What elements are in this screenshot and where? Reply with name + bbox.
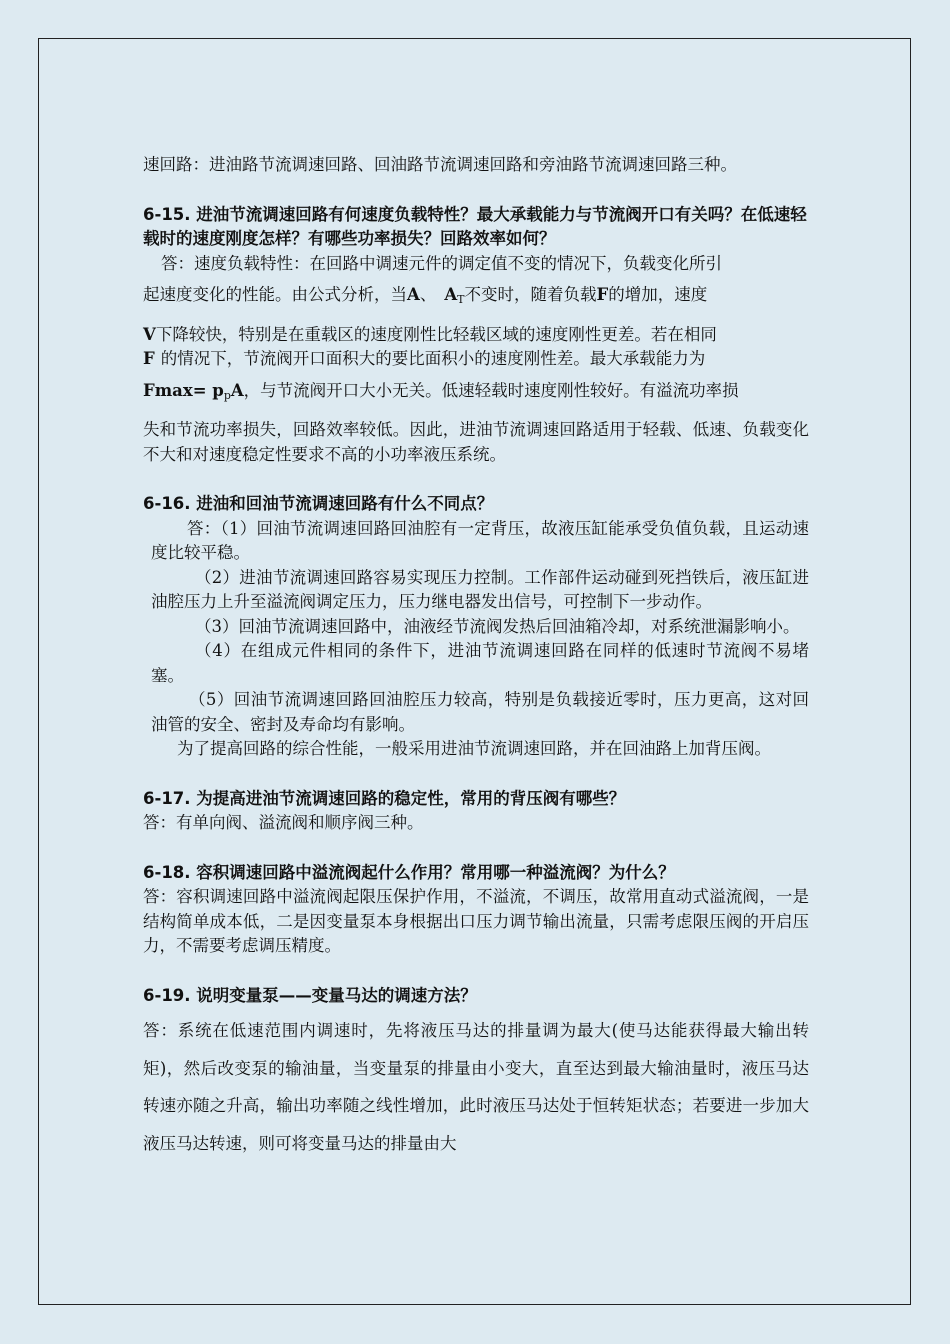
answer-6-16-item1: 答：（1）回油节流调速回路回油腔有一定背压，故液压缸能承受负值负载，且运动速度比较平稳。 bbox=[151, 518, 809, 562]
answer-6-16-item4: （4）在组成元件相同的条件下，进油节流调速回路在同样的低速时节流阀不易堵塞。 bbox=[151, 641, 809, 685]
answer-6-17: 答：有单向阀、溢流阀和顺序阀三种。 bbox=[143, 813, 424, 832]
question-6-15-title: 6-15. 进油节流调速回路有何速度负载特性？最大承载能力与节流阀开口有关吗？在低速轻载时的速度刚度怎样？有哪些功率损失？回路效率如何？ bbox=[143, 204, 807, 248]
answer-6-15-line5: $Fmax= p_pA$，与节流阀开口大小无关。低速轻载时速度刚性较好。有溢流功率损 bbox=[143, 380, 739, 402]
question-6-19-title: 6-19. 说明变量泵——变量马达的调速方法？ bbox=[143, 985, 477, 1005]
answer-6-16-item2: （2）进油节流调速回路容易实现压力控制。工作部件运动碰到死挡铁后，液压缸进油腔压力上升至溢流阀调定压力，压力继电器发出信号，可控制下一步动作。 bbox=[151, 567, 809, 611]
answer-6-15-line3: V下降较快，特别是在重载区的速度刚性比轻载区域的速度刚性更差。若在相同 bbox=[143, 324, 717, 344]
answer-6-16-item5: （5）回油节流调速回路回油腔压力较高，特别是负载接近零时，压力更高，这对回油管的安全、密封及寿命均有影响。 bbox=[151, 690, 809, 734]
question-6-17-title: 6-17. 为提高进油节流调速回路的稳定性，常用的背压阀有哪些？ bbox=[143, 788, 626, 808]
answer-6-18: 答：容积调速回路中溢流阀起限压保护作用，不溢流，不调压，故常用直动式溢流阀，一是结构简单成本低，二是因变量泵本身根据出口压力调节输出流量，只需考虑限压阀的开启压力，不需要考虑调压精度。 bbox=[143, 887, 809, 955]
answer-6-19: 答：系统在低速范围内调速时，先将液压马达的排量调为最大(使马达能获得最大输出转矩)，然后改变泵的输油量，当变量泵的排量由小变大，直至达到最大输油量时，液压马达转速亦随之升高，输出功率随之线性增加，此时液压马达处于恒转矩状态；若要进一步加大液压马达转速，则可将变量马达的排量由大 bbox=[143, 1021, 809, 1153]
answer-6-16-item3: （3）回油节流调速回路中，油液经节流阀发热后回油箱冷却，对系统泄漏影响小。 bbox=[195, 616, 800, 636]
question-6-18-title: 6-18. 容积调速回路中溢流阀起什么作用？常用哪一种溢流阀？为什么？ bbox=[143, 862, 675, 882]
answer-6-15-line6: 失和节流功率损失，回路效率较低。因此，进油节流调速回路适用于轻载、低速、负载变化不大和对速度稳定性要求不高的小功率液压系统。 bbox=[143, 420, 809, 464]
answer-6-16-summary: 为了提高回路的综合性能，一般采用进油节流调速回路，并在回油路上加背压阀。 bbox=[177, 739, 771, 758]
answer-6-15-line4: F 的情况下，节流阀开口面积大的要比面积小的速度刚性差。最大承载能力为 bbox=[143, 349, 706, 368]
document-body bbox=[143, 151, 809, 1162]
paragraph-intro: 速回路：进油路节流调速回路、回油路节流调速回路和旁油路节流调速回路三种。 bbox=[143, 155, 737, 174]
answer-6-15-line2: 起速度变化的性能。由公式分析，当A、 $A_T$不变时，随着负载F的增加，速度 bbox=[143, 285, 708, 306]
answer-6-15-line1: 答：速度负载特性：在回路中调速元件的调定值不变的情况下，负载变化所引 bbox=[161, 253, 722, 273]
question-6-16-title: 6-16. 进油和回油节流调速回路有什么不同点？ bbox=[143, 494, 494, 513]
page-border bbox=[38, 38, 911, 1305]
